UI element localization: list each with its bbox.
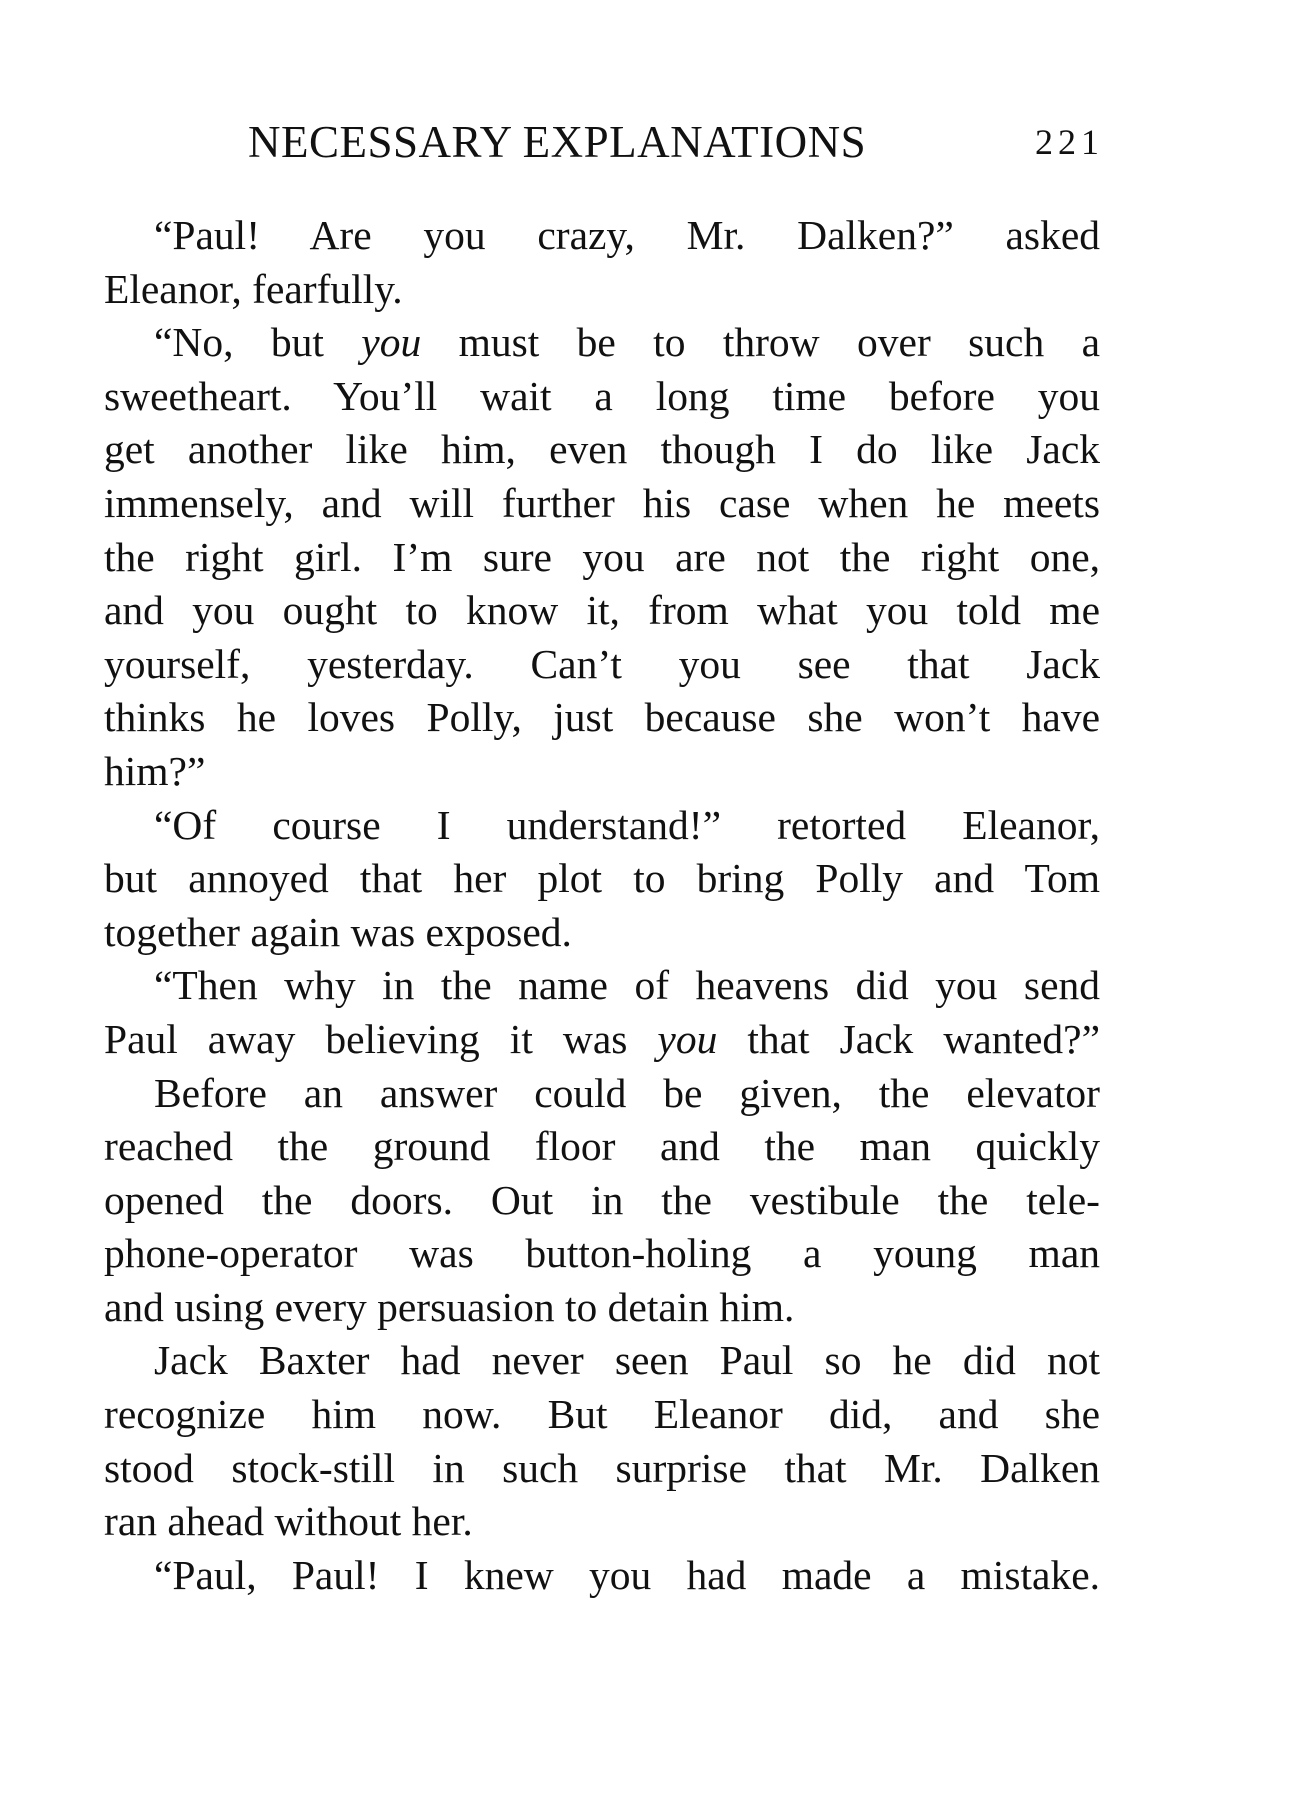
text-line: get another like him, even though I do like Jack <box>104 426 1100 473</box>
body-text <box>104 209 1100 1602</box>
text-line: and using every persuasion to detain him. <box>104 1283 795 1330</box>
chapter-title: NECESSARY EXPLANATIONS <box>248 117 867 167</box>
text-line: him?” <box>104 747 206 794</box>
running-head <box>104 112 1104 172</box>
text-line: Paul away believing it was you that Jack wanted?” <box>104 1015 1100 1062</box>
text-line: sweetheart. You’ll wait a long time before you <box>104 372 1100 419</box>
text-line: “Then why in the name of heavens did you send <box>154 962 1100 1009</box>
text-line: phone-operator was button-holing a young man <box>104 1230 1100 1277</box>
text-line: and you ought to know it, from what you told me <box>104 587 1100 634</box>
text-line: reached the ground floor and the man quickly <box>104 1123 1100 1170</box>
text-line: immensely, and will further his case when he meets <box>104 479 1100 526</box>
text-line: “Paul, Paul! I knew you had made a mistake. <box>154 1551 1100 1598</box>
text-line: the right girl. I’m sure you are not the right one, <box>104 533 1100 580</box>
text-line: ran ahead without her. <box>104 1498 473 1545</box>
text-line: recognize him now. But Eleanor did, and she <box>104 1391 1100 1438</box>
text-line: Eleanor, fearfully. <box>104 265 403 312</box>
text-line: thinks he loves Polly, just because she won’t have <box>104 694 1100 741</box>
page-number: 221 <box>1035 122 1104 162</box>
text-line: yourself, yesterday. Can’t you see that Jack <box>104 640 1100 687</box>
italic-emphasis: you <box>657 1015 718 1062</box>
text-line: Jack Baxter had never seen Paul so he did not <box>154 1337 1100 1384</box>
text-line: but annoyed that her plot to bring Polly and Tom <box>104 855 1100 902</box>
text-line: Before an answer could be given, the elevator <box>154 1069 1100 1116</box>
text-line: opened the doors. Out in the vestibule the tele- <box>104 1176 1100 1223</box>
text-line: “Paul! Are you crazy, Mr. Dalken?” asked <box>154 212 1100 258</box>
text-line: stood stock-still in such surprise that Mr. Dalken <box>104 1444 1100 1491</box>
text-line: together again was exposed. <box>104 908 572 955</box>
italic-emphasis: you <box>361 319 422 366</box>
text-line: “Of course I understand!” retorted Eleanor, <box>154 801 1100 848</box>
text-line: “No, but you must be to throw over such a <box>154 319 1100 366</box>
